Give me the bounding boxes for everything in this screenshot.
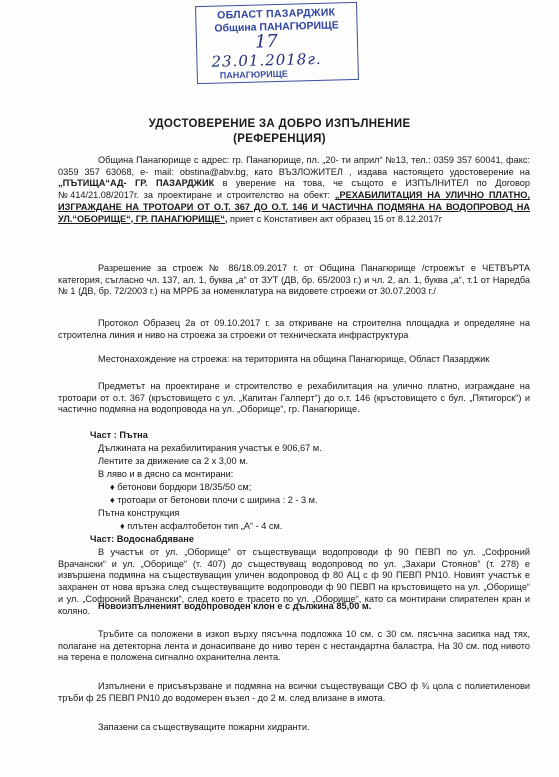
hydrants-paragraph: Запазени са съществуващите пожарни хидранти. xyxy=(98,722,310,732)
stamp-line-2: Община ПАНАГЮРИЩЕ xyxy=(214,19,339,35)
intro-text-1: Община Панагюрище с адрес: гр. Панагюрище, пл. „20- ти април“ №13, тел.: 0359 357 60041, факс: 0359 357 63068, e- mail: obstina@abv.bg, като ВЪЗЛОЖИТЕЛ , издава настоящето удостоверение на xyxy=(58,155,530,177)
location-paragraph: Местонахождение на строежа: на територията на община Панагюрище, Област Пазарджик xyxy=(98,354,490,364)
stamp-date: 23.01.2018г. xyxy=(211,49,322,71)
stamp-line-1: ОБЛАСТ ПАЗАРДЖИК xyxy=(217,6,336,22)
part-road-heading: Част : Пътна xyxy=(90,430,148,440)
pipes-paragraph: Тръбите са положени в изкоп върху пясъчна подложка 10 см. с 30 см. пясъчна засипка над тях, полагане на детекторна лента и донасипване до ниво терен с нестандартна баластра. На 30 см. под нивото на терена е положена сигнално охранителна лента. xyxy=(58,629,530,663)
subject-paragraph: Предметът на проектиране и строителство е рехабилитация на улично платно, изграждане на тротоари от о.т. 367 (кръстовището с ул. „Капитан Галперт“) до о.т. 146 (кръстовището с бул. „Пятигорск“) и частично подмяна на водопровода на ул. „Оборище“, гр. Панагюрище. xyxy=(58,381,530,415)
connections-paragraph: Изпълнени е присъвързване и подмяна на всички съществуващи СВО ф ¾ цола с полиетиленови тръби ф 25 ПЕВП PN10 до водомерен възел - до 2 м. след влизане в имота. xyxy=(58,681,530,703)
stamp-city: ПАНАГЮРИЩЕ xyxy=(219,68,288,81)
bullet-sidewalks: ♦ тротоари от бетонови плочи с ширина : 2 - 3 м. xyxy=(110,495,318,505)
document-subtitle: (РЕФЕРЕНЦИЯ) xyxy=(233,133,326,145)
bullet-sidewalks-text: тротоари от бетонови плочи с ширина : 2 - 3 м. xyxy=(117,495,318,505)
road-lanes: Лентите за движение са 2 х 3,00 м. xyxy=(98,456,249,466)
permit-paragraph: Разрешение за строеж № 86/18.09.2017 г. от Община Панагюрище /строежът е ЧЕТВЪРТА категория, съгласно чл. 137, ал. 1, буква „а“ от ЗУТ (ДВ, бр. 65/2003 г.) и чл. 2, ал. 1, буква „а“, т.1 от Наредба № 1 (ДВ, бр. 72/2003 г.) на МРРБ за номенклатура на видовете строежи от 30.07.2003 г./ xyxy=(58,263,530,297)
road-construction: Пътна конструкция xyxy=(98,508,180,518)
part-water-heading: Част: Водоснабдяване xyxy=(90,534,194,544)
water-paragraph: В участък от ул. „Оборище“ от съществуващи водопроводи ф 90 ПЕВП по ул. „Софроний Врачански“ и ул. „Оборище“ (т. 407) до съществуващ водопровод по ул. „Захари Стоянов“ (т. 278) е извършена подмяна на съществуващия уличен водопровод ф 80 АЦ с ф 90 ПЕВП PN10. Новият участък е захранен от нова връзка след съществуващите водопроводи ф 90 ПЕВП на кръстовището на ул. „Оборище“ и ул. „Софроний Врачански“, след което е трасето по ул. „Оборище“, като са монтирани спирателен кран и коляно. xyxy=(58,547,530,616)
new-branch-length: Новоизпълненият водопроводен клон е с дължина 85,00 м. xyxy=(98,601,372,611)
bullet-curbs-text: бетонови бордюри 18/35/50 см; xyxy=(117,482,252,492)
road-sides: В ляво и в дясно са монтирани: xyxy=(98,469,234,479)
intro-text-2: в уверение на това, че същото е ИЗПЪЛНИТЕЛ по Договор №414/21.08/2017г. за проектиране и строителство на обект: xyxy=(58,178,530,201)
stamp-number: 17 xyxy=(254,30,279,53)
contractor-name: „ПЪТИЩА“АД- ГР. ПАЗАРДЖИК xyxy=(58,178,215,189)
intro-paragraph xyxy=(58,155,530,225)
bullet-asphalt: ♦ плътен асфалтобетон тип „А“ - 4 см. xyxy=(120,521,283,531)
intro-text-3: приет с Констативен акт образец 15 от 8.12.2017г xyxy=(229,213,443,224)
registration-stamp xyxy=(195,2,359,84)
bullet-curbs: ♦ бетонови бордюри 18/35/50 см; xyxy=(110,482,252,492)
protocol-paragraph: Протокол Образец 2а от 09.10.2017 г. за откриване на строителна площадка и определяне на строителна линия и ниво на строежа за строежи от техническата инфраструктура xyxy=(58,318,530,340)
object-name: „РЕХАБИЛИТАЦИЯ НА УЛИЧНО ПЛАТНО, ИЗГРАЖДАНЕ НА ТРОТОАРИ ОТ О.Т. 367 ДО О.Т. 146 И ЧАСТИЧНА ПОДМЯНА НА ВОДОПРОВОД НА УЛ.“ОБОРИЩЕ“, ГР. ПАНАГЮРИЩЕ“, xyxy=(58,190,530,224)
bullet-asphalt-text: плътен асфалтобетон тип „А“ - 4 см. xyxy=(127,521,283,531)
document-title: УДОСТОВЕРЕНИЕ ЗА ДОБРО ИЗПЪЛНЕНИЕ xyxy=(148,118,411,130)
road-length: Дължината на рехабилитирания участък е 906,67 м. xyxy=(98,443,322,453)
